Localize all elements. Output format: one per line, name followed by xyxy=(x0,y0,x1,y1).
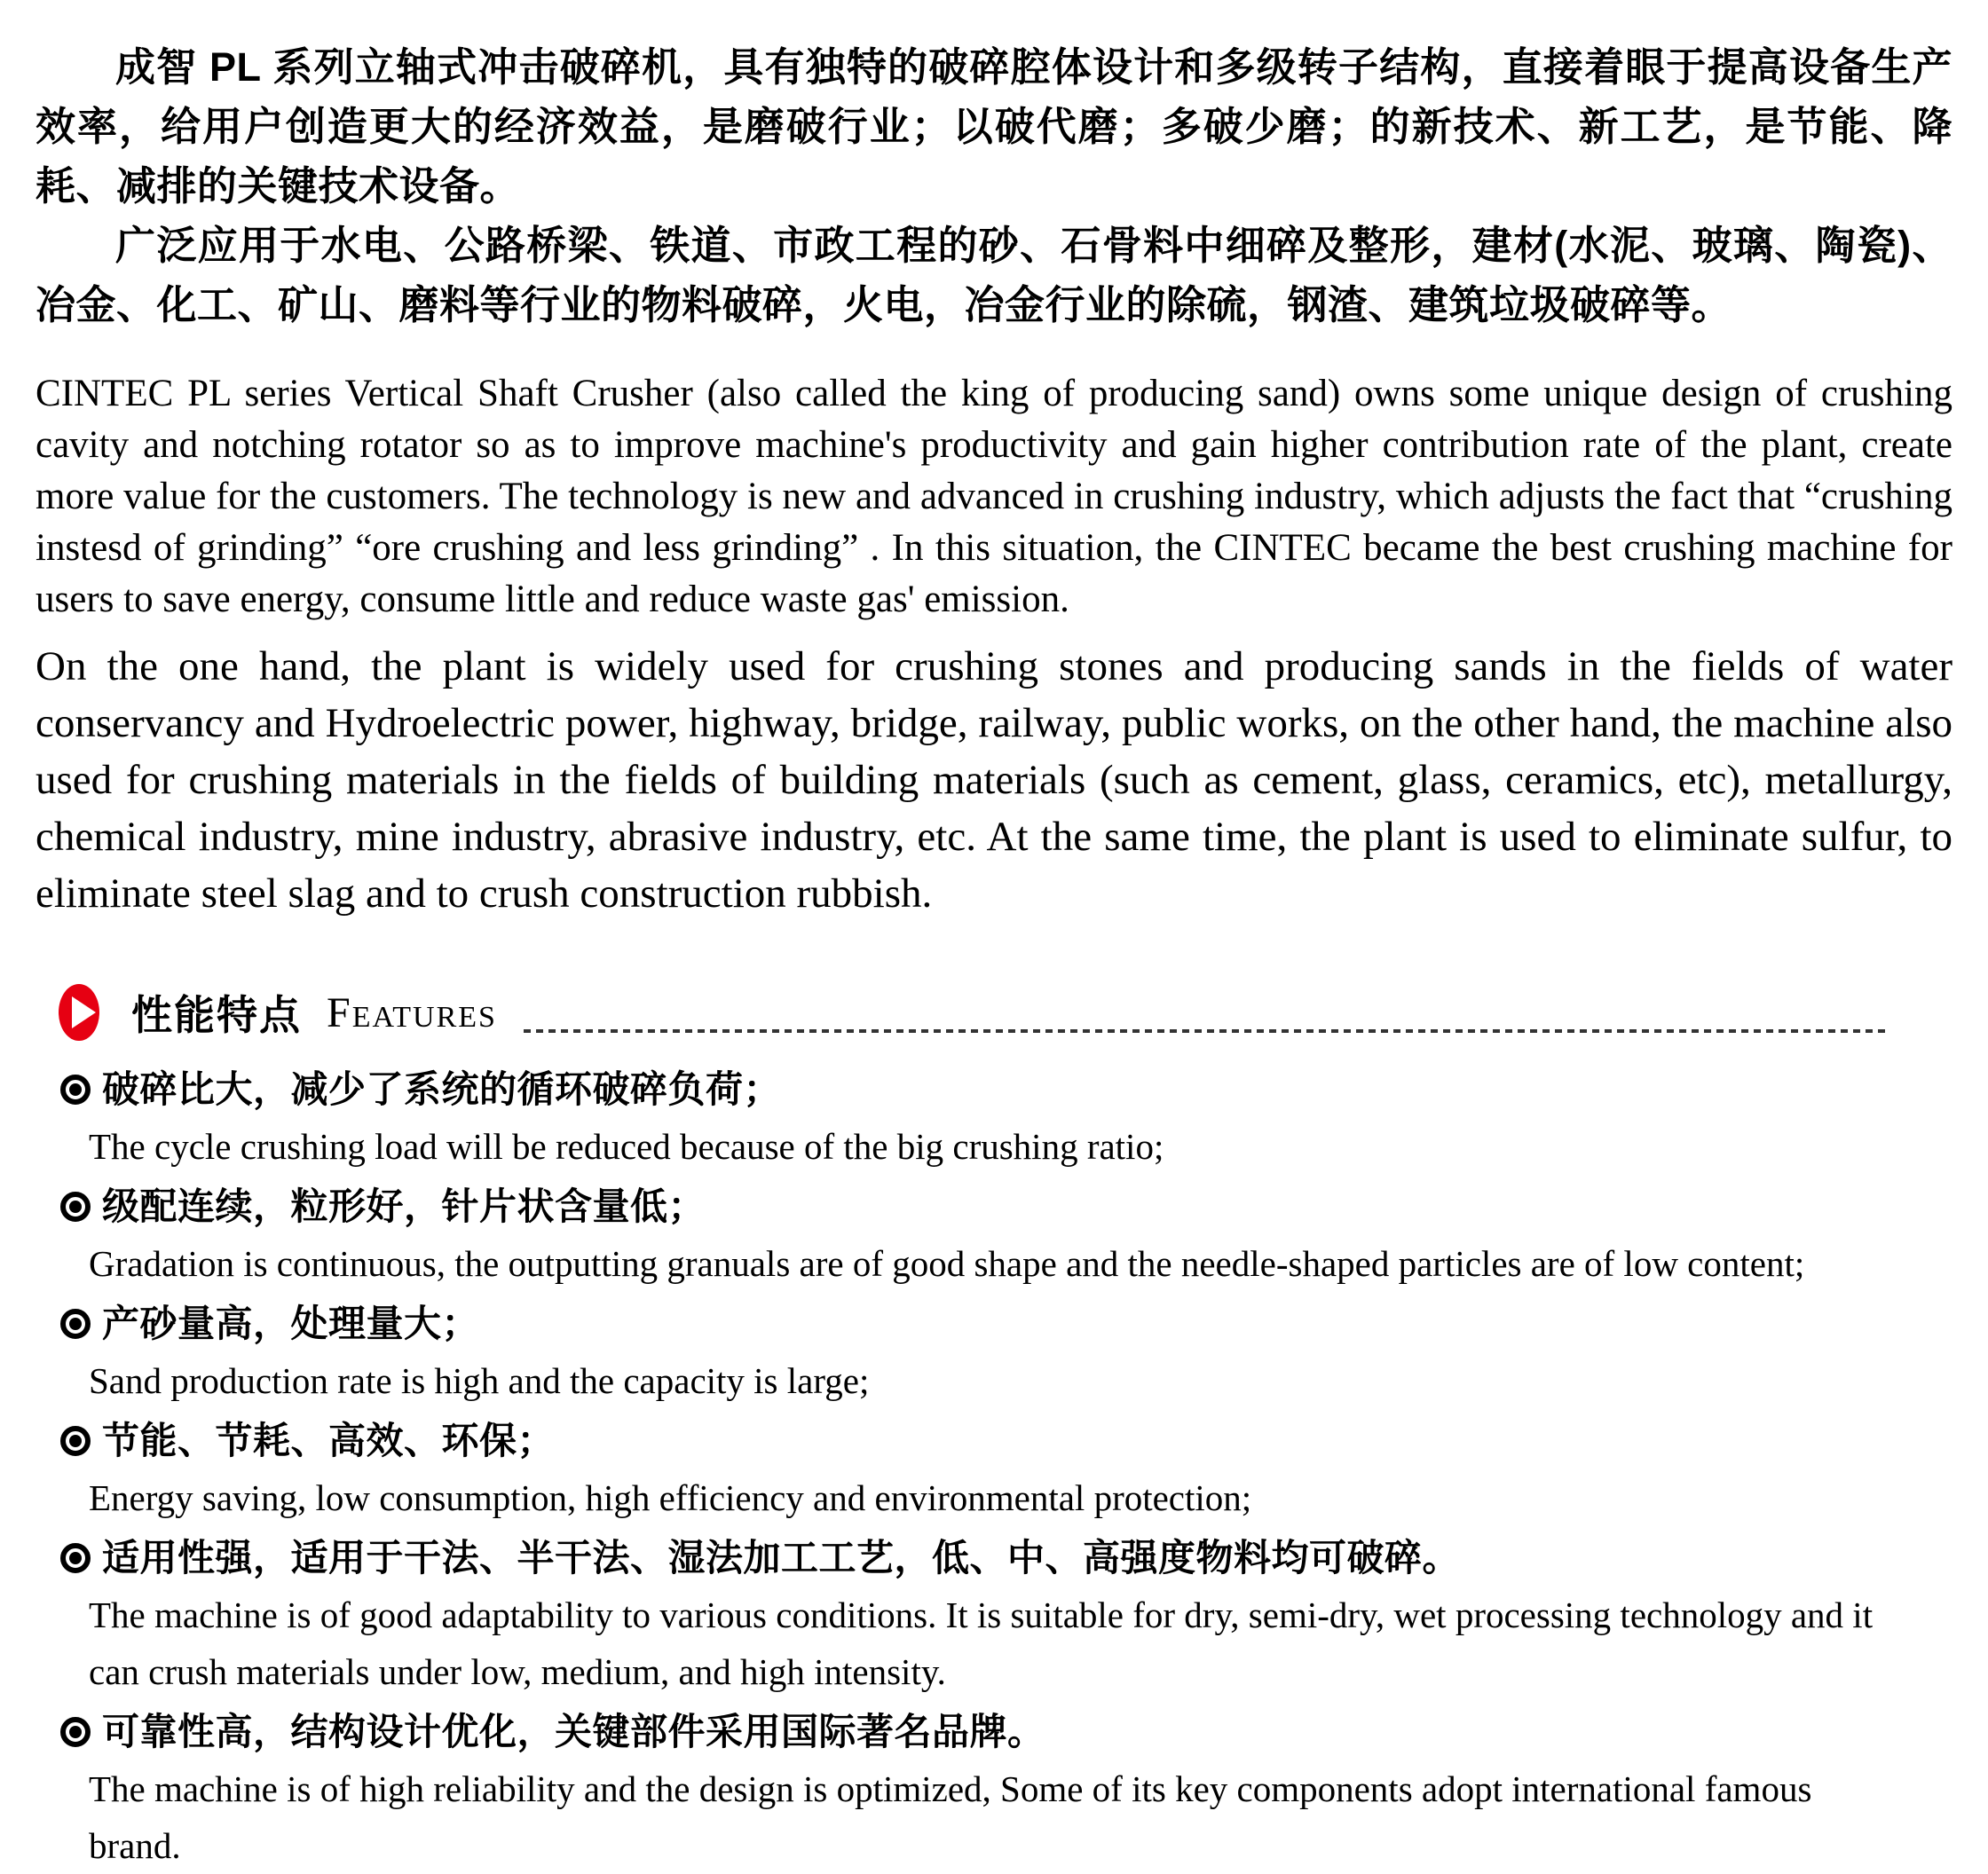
feature-text-cn: 破碎比大，减少了系统的循环破碎负荷； xyxy=(102,1068,782,1110)
feature-text-en: The machine is of good adaptability to various conditions. It is suitable for dry, semi-dry, wet processing technology and it can crush materials under low, medium, and high intensity. xyxy=(89,1594,1874,1692)
bullseye-bullet-icon xyxy=(60,1309,91,1339)
feature-text-en: Energy saving, low consumption, high efficiency and environmental protection; xyxy=(89,1477,1252,1518)
feature-item-5 xyxy=(36,1529,1952,1700)
bullseye-bullet-icon xyxy=(60,1426,91,1456)
intro-paragraph-cn-2: 广泛应用于水电、公路桥梁、铁道、市政工程的砂、石骨料中细碎及整形，建材(水泥、玻璃、陶瓷)、冶金、化工、矿山、磨料等行业的物料破碎，火电，冶金行业的除硫，钢渣、建筑垃圾破碎等。 xyxy=(36,223,1952,327)
dotted-divider xyxy=(524,1029,1889,1033)
intro-paragraph-cn-1: 成智 PL 系列立轴式冲击破碎机，具有独特的破碎腔体设计和多级转子结构，直接着眼于提高设备生产效率，给用户创造更大的经济效益，是磨破行业；以破代磨；多破少磨；的新技术、新工艺，是节能、降耗、减排的关键技术设备。 xyxy=(36,44,1952,209)
feature-item-1 xyxy=(36,1060,1952,1175)
play-icon xyxy=(59,984,99,1041)
feature-text-cn: 可靠性高，结构设计优化，关键部件采用国际著名品牌。 xyxy=(102,1711,1045,1752)
section-title-en: Features xyxy=(327,988,497,1036)
intro-paragraph-en-1: CINTEC PL series Vertical Shaft Crusher (also called the king of producing sand) owns some unique design of crushing cavity and notching rotator so as to improve machine's productivity and gain higher contribution rate of the plant, create more value for the customers. The technology is new and advanced in crushing industry, which adjusts the fact that “crushing instesd of grinding” “ore crushing and less grinding” . In this situation, the CINTEC became the best crushing machine for users to save energy, consume little and reduce waste gas' emission. xyxy=(36,373,1952,620)
features-section-header xyxy=(36,977,1952,1048)
feature-text-en: The machine is of high reliability and the design is optimized, Some of its key components adopt international famous brand. xyxy=(89,1768,1812,1866)
feature-text-cn: 节能、节耗、高效、环保； xyxy=(102,1420,556,1461)
feature-text-en: The cycle crushing load will be reduced because of the big crushing ratio; xyxy=(89,1126,1164,1167)
feature-item-6 xyxy=(36,1703,1952,1874)
features-list xyxy=(36,1060,1952,1874)
bullseye-bullet-icon xyxy=(60,1192,91,1222)
feature-text-cn: 产砂量高，处理量大； xyxy=(102,1303,480,1344)
section-title-cn: 性能特点 xyxy=(131,992,302,1038)
feature-item-3 xyxy=(36,1295,1952,1409)
feature-text-en: Gradation is continuous, the outputting granuals are of good shape and the needle-shaped particles are of low content; xyxy=(89,1243,1805,1284)
feature-text-en: Sand production rate is high and the capacity is large; xyxy=(89,1360,870,1401)
bullseye-bullet-icon xyxy=(60,1543,91,1573)
bullseye-bullet-icon xyxy=(60,1075,91,1105)
feature-text-cn: 级配连续，粒形好，针片状含量低； xyxy=(102,1185,706,1227)
bullseye-bullet-icon xyxy=(60,1717,91,1747)
feature-item-2 xyxy=(36,1177,1952,1292)
feature-text-cn: 适用性强，适用于干法、半干法、湿法加工工艺，低、中、高强度物料均可破碎。 xyxy=(102,1537,1461,1579)
intro-paragraph-en-2: On the one hand, the plant is widely used for crushing stones and producing sands in the fields of water conservancy and Hydroelectric power, highway, bridge, railway, public works, on the other hand, the machine also used for crushing materials in the fields of building materials (such as cement, glass, ceramics, etc), metallurgy, chemical industry, mine industry, abrasive industry, etc. At the same time, the plant is used to eliminate sulfur, to eliminate steel slag and to crush construction rubbish. xyxy=(36,643,1952,917)
intro-chinese xyxy=(36,37,1952,335)
feature-item-4 xyxy=(36,1412,1952,1526)
